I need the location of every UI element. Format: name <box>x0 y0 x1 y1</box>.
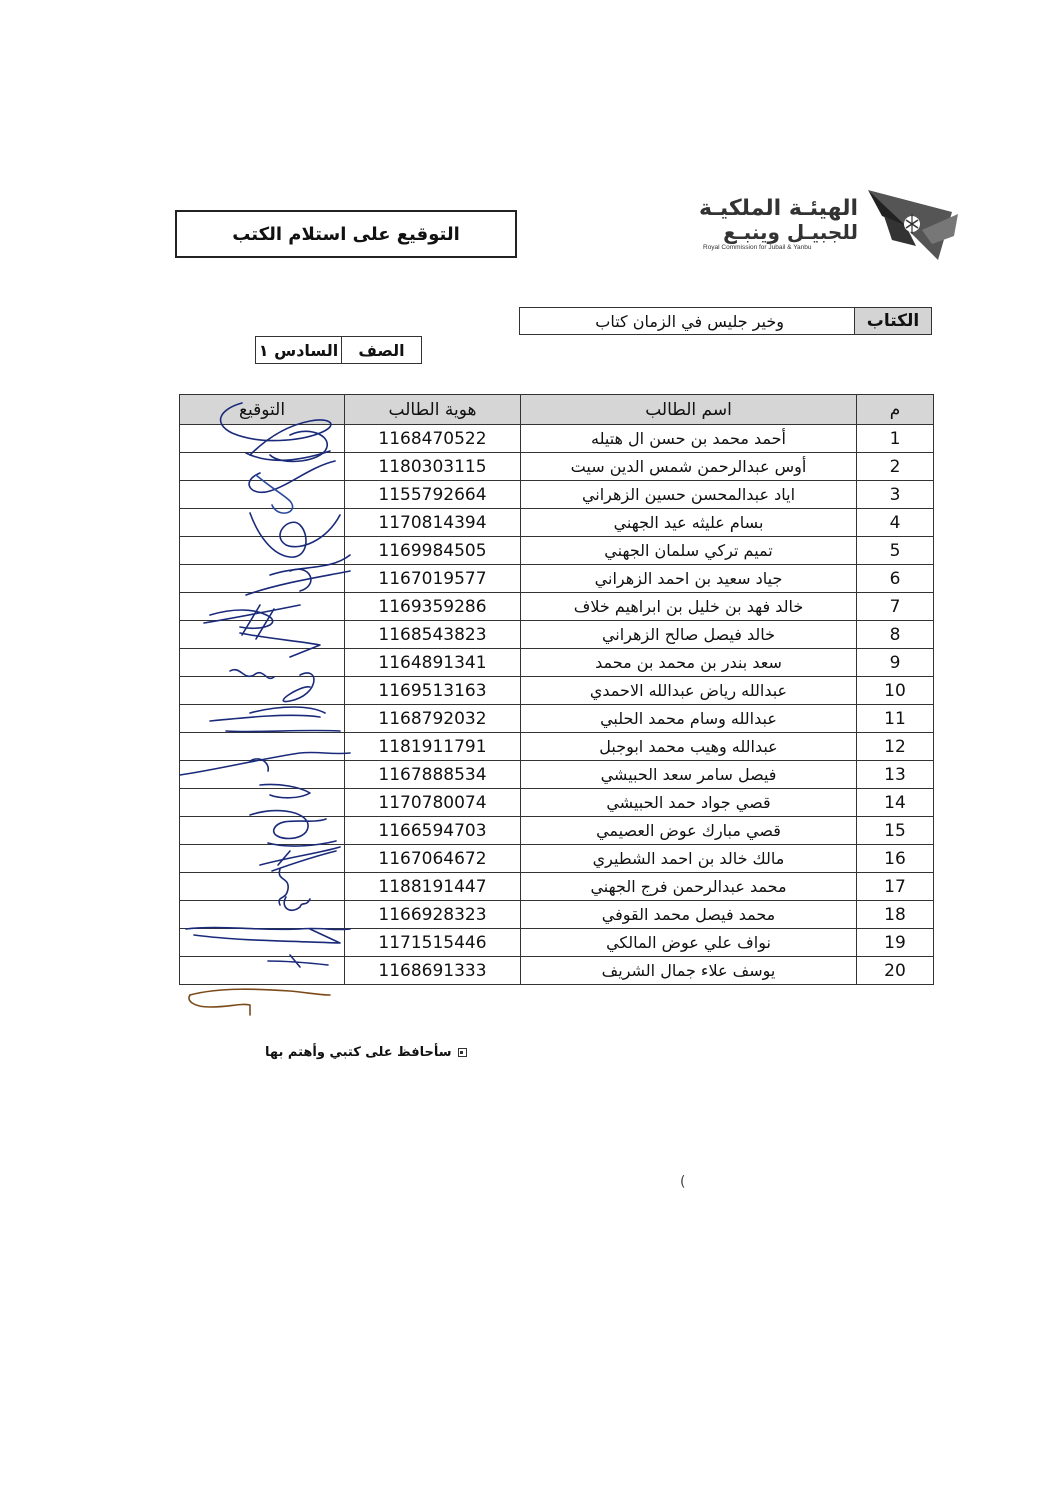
signature-cell <box>180 845 345 873</box>
signature-cell <box>180 453 345 481</box>
row-number-cell: 2 <box>857 453 934 481</box>
table-row <box>180 677 934 705</box>
row-number-cell: 5 <box>857 537 934 565</box>
signature-cell <box>180 761 345 789</box>
student-id-cell: 1155792664 <box>345 481 521 509</box>
student-name-cell: يوسف علاء جمال الشريف <box>521 957 857 985</box>
table-row <box>180 845 934 873</box>
signature-cell <box>180 565 345 593</box>
signature-cell <box>180 649 345 677</box>
pledge-note <box>265 1045 467 1060</box>
signature-cell <box>180 789 345 817</box>
student-id-cell: 1166594703 <box>345 817 521 845</box>
row-number-cell: 18 <box>857 901 934 929</box>
student-id-cell: 1168543823 <box>345 621 521 649</box>
row-number-cell: 11 <box>857 705 934 733</box>
student-name-cell: جياد سعيد بن احمد الزهراني <box>521 565 857 593</box>
student-name-cell: خالد فهد بن خليل بن ابراهيم خلاف <box>521 593 857 621</box>
table-body <box>180 425 934 985</box>
student-name-cell: عبدالله رياض عبدالله الاحمدي <box>521 677 857 705</box>
pledge-text: سأحافظ على كتبي وأهتم بها <box>265 1045 452 1060</box>
logo-english-text: Royal Commission for Jubail & Yanbu <box>703 244 812 251</box>
student-id-cell: 1164891341 <box>345 649 521 677</box>
table-row <box>180 901 934 929</box>
book-row <box>519 307 932 335</box>
row-number-cell: 10 <box>857 677 934 705</box>
student-id-cell: 1167888534 <box>345 761 521 789</box>
signature-cell <box>180 705 345 733</box>
number-column-header: م <box>857 395 934 425</box>
table-row <box>180 929 934 957</box>
signature-cell <box>180 873 345 901</box>
table-row <box>180 789 934 817</box>
student-id-cell: 1188191447 <box>345 873 521 901</box>
table-header-row <box>180 395 934 425</box>
signature-column-header: التوقيع <box>180 395 345 425</box>
signature-cell <box>180 621 345 649</box>
student-id-cell: 1170780074 <box>345 789 521 817</box>
table-row <box>180 733 934 761</box>
organization-logo <box>700 186 962 264</box>
student-id-cell: 1166928323 <box>345 901 521 929</box>
student-id-cell: 1181911791 <box>345 733 521 761</box>
stray-pen-mark: ( <box>680 1174 686 1190</box>
table-row <box>180 957 934 985</box>
student-id-cell: 1169359286 <box>345 593 521 621</box>
row-number-cell: 3 <box>857 481 934 509</box>
student-name-cell: خالد فيصل صالح الزهراني <box>521 621 857 649</box>
student-id-cell: 1168691333 <box>345 957 521 985</box>
row-number-cell: 7 <box>857 593 934 621</box>
student-name-cell: بسام عليثه عيد الجهني <box>521 509 857 537</box>
signature-cell <box>180 509 345 537</box>
student-name-cell: قصي مبارك عوض العصيمي <box>521 817 857 845</box>
student-id-cell: 1170814394 <box>345 509 521 537</box>
student-id-cell: 1168470522 <box>345 425 521 453</box>
table-row <box>180 649 934 677</box>
student-name-cell: محمد عبدالرحمن فرج الجهني <box>521 873 857 901</box>
table-row <box>180 509 934 537</box>
table-row <box>180 481 934 509</box>
book-label: الكتاب <box>855 307 932 335</box>
student-name-cell: فيصل سامر سعد الحبيشي <box>521 761 857 789</box>
signature-cell <box>180 425 345 453</box>
row-number-cell: 14 <box>857 789 934 817</box>
class-label: الصف <box>342 336 422 364</box>
row-number-cell: 9 <box>857 649 934 677</box>
signature-cell <box>180 481 345 509</box>
signature-cell <box>180 733 345 761</box>
row-number-cell: 8 <box>857 621 934 649</box>
signature-cell <box>180 957 345 985</box>
table-row <box>180 565 934 593</box>
table-row <box>180 621 934 649</box>
student-id-cell: 1169984505 <box>345 537 521 565</box>
royal-commission-emblem-icon <box>862 186 962 264</box>
class-value: السادس ١ <box>255 336 342 364</box>
row-number-cell: 1 <box>857 425 934 453</box>
table-row <box>180 817 934 845</box>
student-id-cell: 1171515446 <box>345 929 521 957</box>
student-name-cell: عبدالله وهيب محمد ابوجبل <box>521 733 857 761</box>
row-number-cell: 4 <box>857 509 934 537</box>
logo-arabic-line-2: للجبيـل وينبـع <box>723 220 858 244</box>
checkbox-icon <box>458 1048 467 1057</box>
signature-cell <box>180 677 345 705</box>
table-row <box>180 593 934 621</box>
student-name-cell: تميم تركي سلمان الجهني <box>521 537 857 565</box>
signature-cell <box>180 593 345 621</box>
table-row <box>180 537 934 565</box>
signature-cell <box>180 537 345 565</box>
student-id-cell: 1168792032 <box>345 705 521 733</box>
student-name-cell: سعد بندر بن محمد بن محمد <box>521 649 857 677</box>
row-number-cell: 17 <box>857 873 934 901</box>
row-number-cell: 6 <box>857 565 934 593</box>
student-name-cell: عبدالله وسام محمد الحلبي <box>521 705 857 733</box>
row-number-cell: 16 <box>857 845 934 873</box>
student-id-cell: 1167064672 <box>345 845 521 873</box>
student-id-column-header: هوية الطالب <box>345 395 521 425</box>
table-row <box>180 453 934 481</box>
signature-cell <box>180 901 345 929</box>
row-number-cell: 12 <box>857 733 934 761</box>
student-id-cell: 1167019577 <box>345 565 521 593</box>
signature-cell <box>180 929 345 957</box>
student-name-column-header: اسم الطالب <box>521 395 857 425</box>
student-name-cell: نواف علي عوض المالكي <box>521 929 857 957</box>
book-title-value: وخير جليس في الزمان كتاب <box>519 307 855 335</box>
student-name-cell: محمد فيصل محمد القوفي <box>521 901 857 929</box>
student-name-cell: أوس عبدالرحمن شمس الدين سيت <box>521 453 857 481</box>
class-row <box>255 336 422 364</box>
student-name-cell: اياد عبدالمحسن حسين الزهراني <box>521 481 857 509</box>
table-row <box>180 761 934 789</box>
student-name-cell: قصي جواد حمد الحبيشي <box>521 789 857 817</box>
table-row <box>180 705 934 733</box>
table-row <box>180 425 934 453</box>
row-number-cell: 19 <box>857 929 934 957</box>
row-number-cell: 15 <box>857 817 934 845</box>
student-id-cell: 1180303115 <box>345 453 521 481</box>
row-number-cell: 20 <box>857 957 934 985</box>
student-id-cell: 1169513163 <box>345 677 521 705</box>
student-name-cell: أحمد محمد بن حسن ال هتيله <box>521 425 857 453</box>
students-table <box>179 394 934 985</box>
page-title: التوقيع على استلام الكتب <box>175 210 517 258</box>
table-row <box>180 873 934 901</box>
logo-arabic-line-1: الهيئـة الملكيـة <box>699 196 858 221</box>
signature-cell <box>180 817 345 845</box>
student-name-cell: مالك خالد بن احمد الشطيري <box>521 845 857 873</box>
row-number-cell: 13 <box>857 761 934 789</box>
